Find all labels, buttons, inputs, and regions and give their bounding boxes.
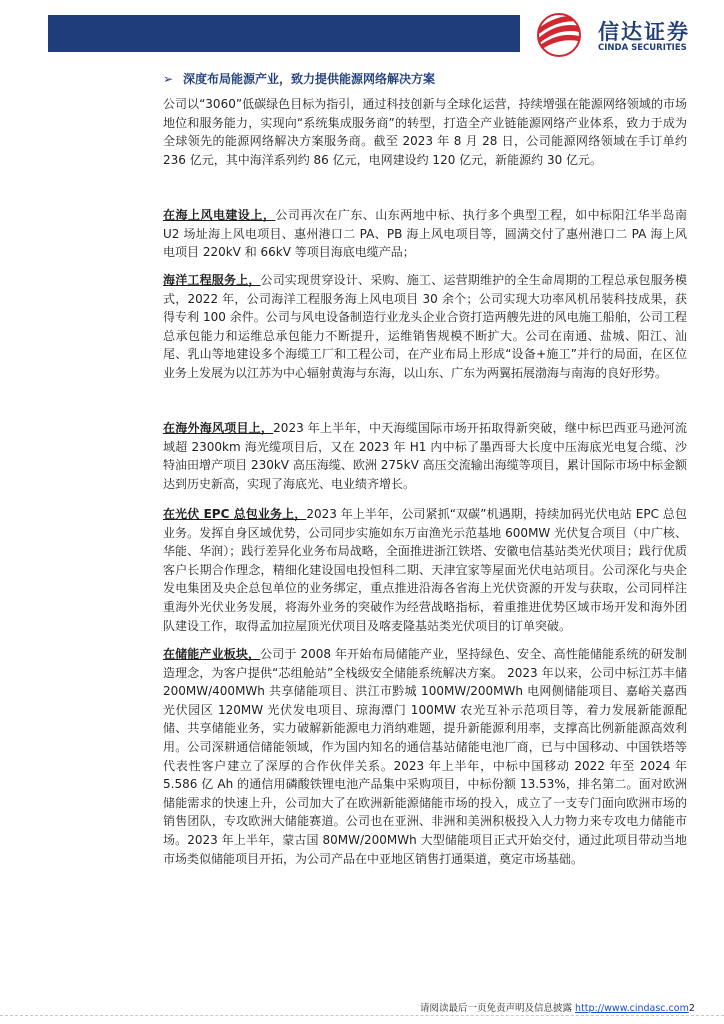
paragraph-text: 公司以“3060”低碳绿色目标为指引，通过科技创新与全球化运营，持续增强在能源网络领域的市场地位和服务能力，实现向“系统集成服务商”的转型，打造全产业链能源网络产业体系，致力于成为全球领先的能源网络解决方案服务商。截至 2023 年 8 月 28 日，公司能源网络领域在手订单约 236 亿元，其中海洋系列约 86 亿元，电网建设约 120 亿元，新能源约 30 亿元。 <box>163 97 687 167</box>
paragraph-text: 公司实现贯穿设计、采购、施工、运营期维护的全生命周期的工程总承包服务模式，2022 年，公司海洋工程服务海上风电项目 30 余个；公司实现大功率风机吊装科技成果，获得专利 100 余件。公司与风电设备制造行业龙头企业合资打造两艘先进的风电施工船舶，公司工程总承包能力和运维总承包能力不断提升，运维销售规模不断扩大。公司在南通、盐城、阳江、汕尾、乳山等地建设多个海缆工厂和工程公司，在产业布局上形成“设备+施工”并行的局面，在区位业务上发展为以江苏为中心辐射黄海与东海，以山东、广东为两翼拓展渤海与南海的良好形势。 <box>163 273 687 380</box>
paragraph-marine-engineering <box>163 271 687 383</box>
section-title-text: 深度布局能源产业，致力提供能源网络解决方案 <box>183 72 436 86</box>
footer-divider <box>0 1015 724 1016</box>
paragraph-lead: 在海外海风项目上， <box>163 421 274 435</box>
paragraph-lead: 海洋工程服务上， <box>163 273 261 287</box>
paragraph-lead: 在海上风电建设上， <box>163 208 276 222</box>
footer-website-link[interactable]: http://www.cindasc.com <box>575 1003 689 1014</box>
brand-name-en: CINDA SECURITIES <box>598 43 687 53</box>
paragraph-text: 2023 年上半年，公司紧抓“双碳”机遇期，持续加码光伏电站 EPC 总包业务。发挥自身区域优势，公司同步实施如东万亩渔光示范基地 600MW 光伏复合项目（中广核、华能、华润）；践行差异化业务布局战略，全面推进浙江铁塔、安徽电信基站类光伏项目；践行优质客户长期合作理念，精细化建设国电投恒科二期、天津宜家等屋面光伏电站项目。公司深化与央企发电集团及央企总包单位的业务绑定，重点推进沿海各省海上光伏资源的开发与获取，公司同样注重海外光伏业务发展，将海外业务的突破作为经营战略指标，着重推进优势区域市场开发和海外团队建设工作，取得孟加拉屋顶光伏项目及喀麦隆基站类光伏项目的订单突破。 <box>163 507 688 633</box>
paragraph-offshore-wind <box>163 206 687 262</box>
page-footer <box>420 1000 710 1014</box>
paragraph-overseas-wind <box>163 419 687 493</box>
header-band <box>48 15 520 52</box>
cinda-logo-icon <box>528 12 590 58</box>
paragraph-text: 公司再次在广东、山东两地中标、执行多个典型工程，如中标阳江华半岛南 U2 场址海上风电项目、惠州港口二 PA、PB 海上风电项目等，圆满交付了惠州港口二 PA 海上风电项目 220kV 和 66kV 等项目海底电缆产品； <box>163 208 687 260</box>
footer-disclaimer: 请阅读最后一页免责声明及信息披露 <box>420 1003 573 1014</box>
section-heading <box>163 70 435 87</box>
page-number: 2 <box>688 1003 695 1014</box>
brand-name-cn: 信达证券 <box>598 20 690 44</box>
paragraph-text: 2023 年上半年，中天海缆国际市场开拓取得新突破，继中标巴西亚马逊河流域超 2300km 海光缆项目后，又在 2023 年 H1 内中标了墨西哥大长度中压海底光电复合缆、沙特油田增产项目 230kV 高压海缆、欧洲 275kV 高压交流输出海缆等项目，累计国际市场中标金额达到历史新高，实现了海底光、电业绩齐增长。 <box>163 421 687 491</box>
paragraph-lead: 在光伏 EPC 总包业务上， <box>163 507 307 521</box>
paragraph-lead: 在储能产业板块， <box>163 647 261 661</box>
paragraph-energy-storage <box>163 645 687 868</box>
paragraph-intro <box>163 95 687 169</box>
paragraph-text: 公司于 2008 年开始布局储能产业，坚持绿色、安全、高性能储能系统的研发制造理念，为客户提供“芯组舱站”全栈级安全储能系统解决方案。 2023 年以来，公司中标江苏丰储 200MW/400MWh 共享储能项目、洪江市黔城 100MW/200MWh 电网侧储能项目、嘉峪关嘉西光伏园区 120MW 光伏发电项目、琼海潭门 100MW 农光互补示范项目等，着力发展新能源配储、共享储能业务，实力破解新能源电力消纳难题，提升新能源利用率，支撑高比例新能源高效利用。公司深耕通信储能领域，作为国内知名的通信基站储能电池厂商，已与中国移动、中国铁塔等代表性客户建立了深厚的合作伙伴关系。2023 年上半年，中标中国移动 2022 年至 2024 年 5.586 亿 Ah 的通信用磷酸铁锂电池产品集中采购项目，中标份额 13.53%，排名第二。面对欧洲储能需求的快速上升，公司加大了在欧洲新能源储能市场的投入，成立了一支专门面向欧洲市场的销售团队，专攻欧洲大储能赛道。公司也在亚洲、非洲和美洲积极投入人力物力来专攻电力储能市场。2023 年上半年，蒙古国 80MW/200MWh 大型储能项目正式开始交付，通过此项目带动当地市场类似储能项目开拓，为公司产品在中亚地区销售打通渠道，奠定市场基础。 <box>163 647 687 866</box>
arrow-bullet-icon: ➢ <box>163 72 174 86</box>
paragraph-pv-epc <box>163 505 687 635</box>
